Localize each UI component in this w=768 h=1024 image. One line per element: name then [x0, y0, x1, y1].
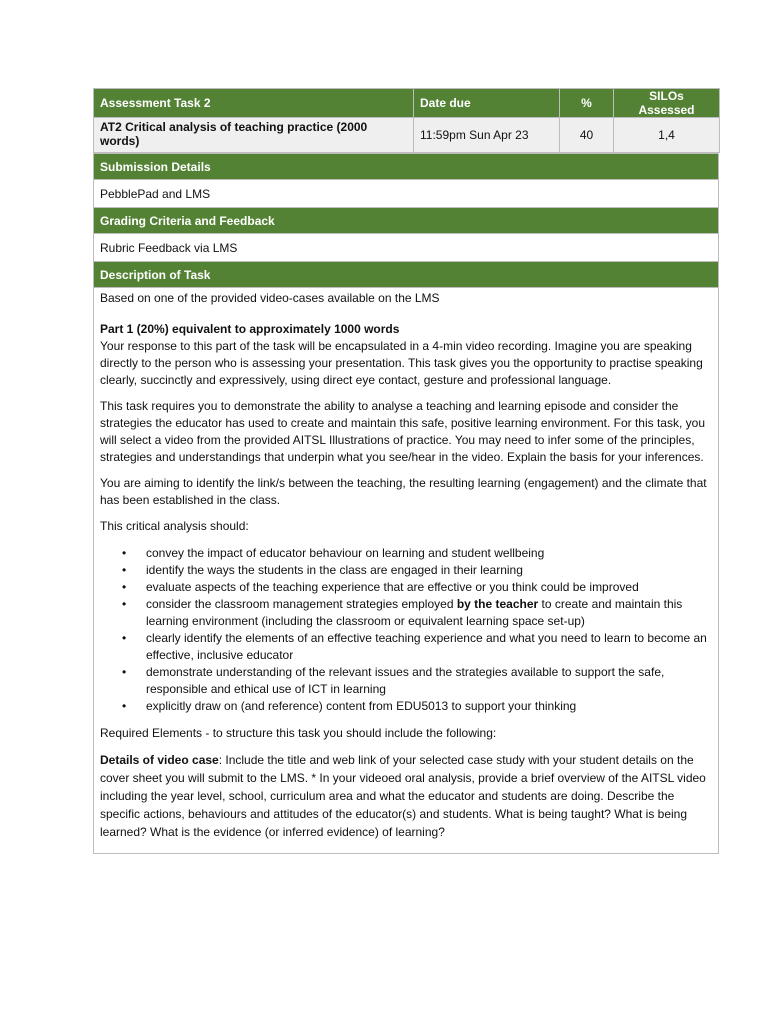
bullet-text: clearly identify the elements of an effective teaching experience and what you need to learn to become an effective, inclusive educator	[146, 631, 707, 662]
analysis-bullet-list	[100, 545, 712, 715]
details-text: : Include the title and web link of your selected case study with your student details on the cover sheet you will submit to the LMS. * In your videoed oral analysis, provide a brief overview of the AITSL video including the year level, school, curriculum area and what the educator and students are doing. Describe the specific actions, behaviours and attitudes of the educator(s) and students. What is being taught? What is being learned? What is the evidence (or inferred evidence) of learning?	[100, 753, 706, 839]
task-silos: 1,4	[614, 118, 720, 153]
bullet-dot-icon: •	[122, 699, 127, 713]
bullet-text-continued: to create and maintain this learning environment (including the classroom or equivalent learning space set-up)	[146, 597, 683, 628]
bullet-text: consider the classroom management strategies employed	[146, 597, 457, 611]
task-title: AT2 Critical analysis of teaching practice (2000 words)	[94, 118, 414, 153]
analysis-paragraph: This task requires you to demonstrate the ability to analyse a teaching and learning episode and consider the strategies the educator has used to create and maintain this safe, positive learning environment. For this task, you will select a video from the provided AITSL Illustrations of practice. You may need to infer some of the principles, strategies and understandings that underpin what you see/hear in the video. Explain the basis for your inferences.	[100, 399, 705, 464]
details-label: Details of video case	[100, 753, 219, 767]
bullet-dot-icon: •	[122, 580, 127, 594]
header-date-due: Date due	[414, 89, 560, 118]
grading-heading: Grading Criteria and Feedback	[93, 207, 719, 234]
link-paragraph: You are aiming to identify the link/s between the teaching, the resulting learning (engagement) and the climate that has been established in the class.	[100, 476, 707, 507]
header-percent: %	[560, 89, 614, 118]
bullet-item	[122, 562, 712, 579]
assessment-table	[93, 88, 720, 153]
grading-value: Rubric Feedback via LMS	[93, 234, 719, 261]
bullet-text: identify the ways the students in the class are engaged in their learning	[146, 563, 523, 577]
bullet-text: explicitly draw on (and reference) content from EDU5013 to support your thinking	[146, 699, 577, 713]
bullet-dot-icon: •	[122, 665, 127, 679]
submission-heading: Submission Details	[93, 153, 719, 180]
bullet-text: evaluate aspects of the teaching experience that are effective or you think could be improved	[146, 580, 639, 594]
description-heading: Description of Task	[93, 261, 719, 288]
bullet-item	[122, 596, 712, 630]
bullet-item	[122, 545, 712, 562]
bullet-item	[122, 664, 712, 698]
part1-paragraph: Your response to this part of the task will be encapsulated in a 4-min video recording. Imagine you are speaking directly to the person who is assessing your presentation. This task gives you the opportunity to practise speaking clearly, succinctly and expressively, using direct eye contact, gesture and professional language.	[100, 339, 703, 387]
description-body	[93, 288, 719, 854]
details-paragraph	[100, 751, 712, 841]
bullet-text: demonstrate understanding of the relevant issues and the strategies available to support the safe, responsible and ethical use of ICT in learning	[146, 665, 665, 696]
bullet-bold-text: by the teacher	[456, 597, 539, 611]
bullet-text: convey the impact of educator behaviour on learning and student wellbeing	[146, 546, 545, 560]
header-task: Assessment Task 2	[94, 89, 414, 118]
bullet-item	[122, 579, 712, 596]
bullet-dot-icon: •	[122, 631, 127, 645]
bullet-dot-icon: •	[122, 597, 127, 611]
bullet-item	[122, 698, 712, 715]
header-silos: SILOs Assessed	[614, 89, 720, 118]
bullet-dot-icon: •	[122, 563, 127, 577]
description-intro: Based on one of the provided video-cases available on the LMS	[100, 291, 440, 305]
list-intro: This critical analysis should:	[100, 519, 249, 533]
bullet-item	[122, 630, 712, 664]
task-due: 11:59pm Sun Apr 23	[414, 118, 560, 153]
assessment-document	[93, 88, 719, 854]
bullet-dot-icon: •	[122, 546, 127, 560]
required-elements: Required Elements - to structure this task you should include the following:	[100, 726, 497, 740]
part1-title: Part 1 (20%) equivalent to approximately 1000 words	[100, 322, 400, 336]
task-percent: 40	[560, 118, 614, 153]
submission-value: PebblePad and LMS	[93, 180, 719, 207]
